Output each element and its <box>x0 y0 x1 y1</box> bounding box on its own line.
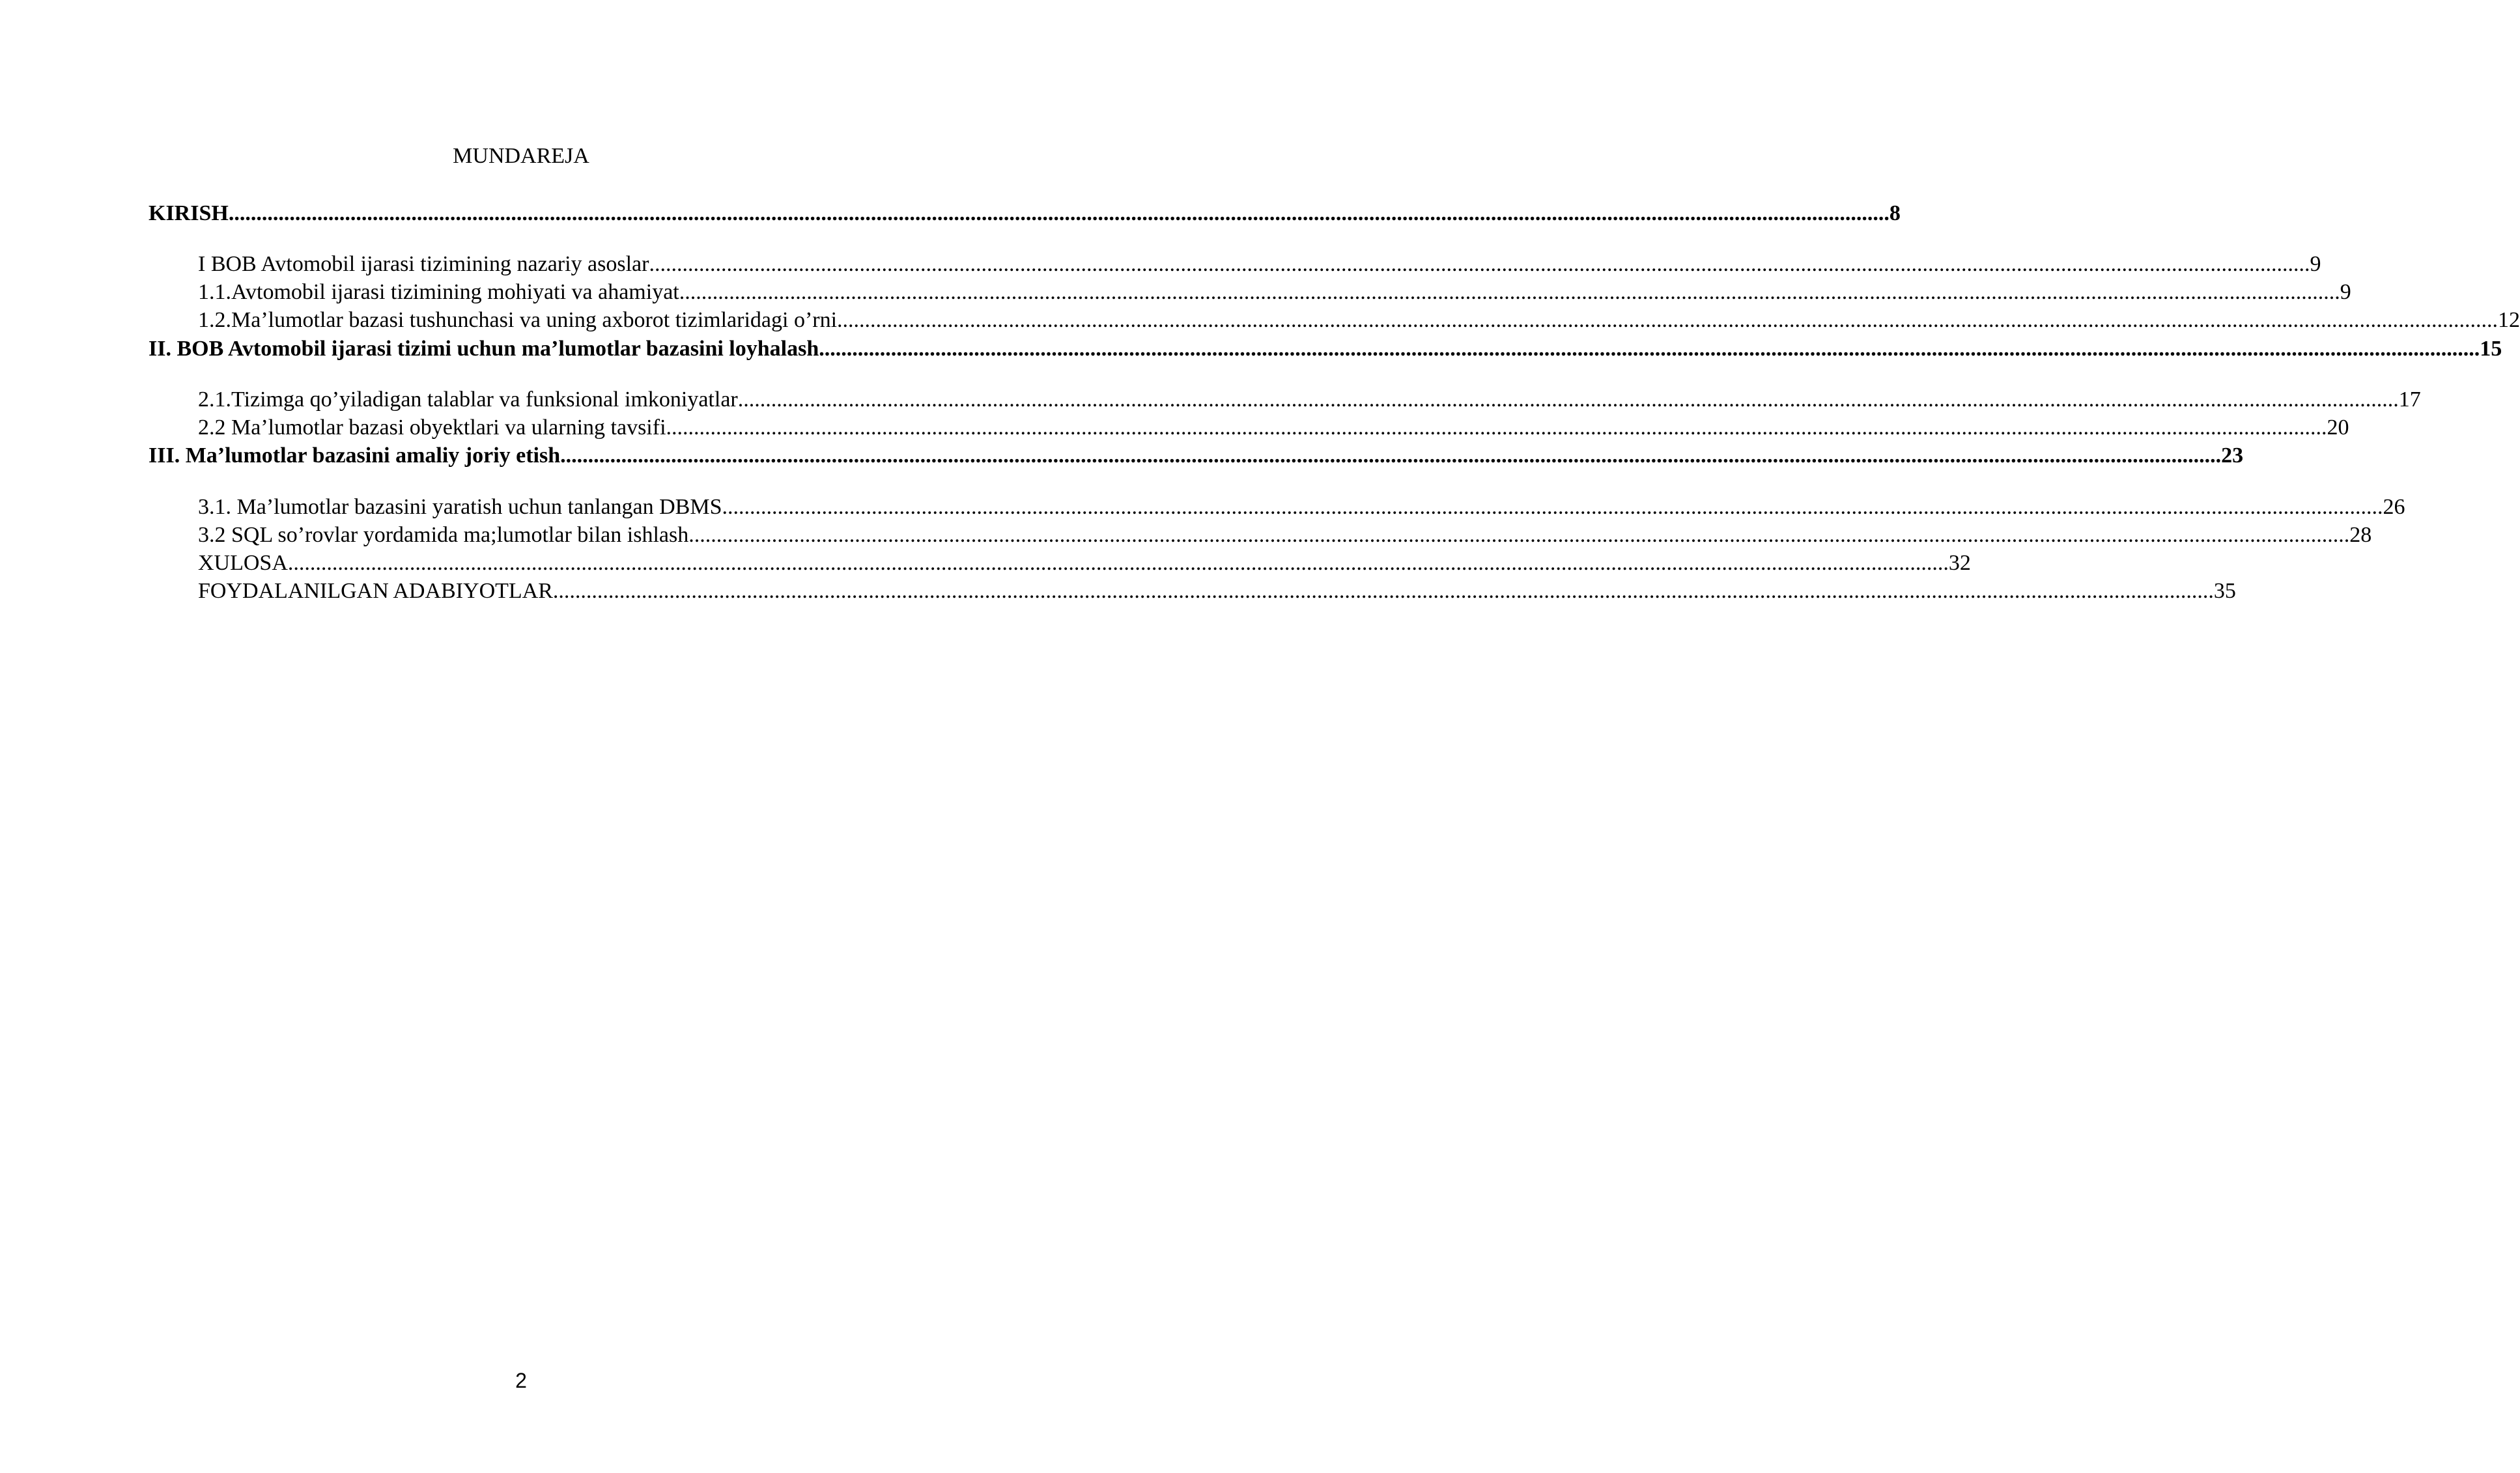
toc-dot-leader: ............................................................................................................................................................................................................................................................................................................ <box>649 252 2310 276</box>
toc-entry-label: FOYDALANILGAN ADABIYOTLAR <box>198 579 553 603</box>
toc-dot-leader: ............................................................................................................................................................................................................................................................................................................ <box>837 308 2499 332</box>
toc-entry-page: 15 <box>2480 337 2502 361</box>
toc-entry-2-2[interactable] <box>198 414 2349 442</box>
toc-entry-label: 3.1. Ma’lumotlar bazasini yaratish uchun tanlangan DBMS <box>198 495 722 519</box>
toc-dot-leader: ............................................................................................................................................................................................................................................................................................................ <box>228 201 1890 225</box>
toc-entry-page: 17 <box>2398 387 2421 412</box>
toc-entry-adabiyotlar[interactable] <box>198 577 2236 606</box>
toc-entry-page: 35 <box>2213 579 2236 603</box>
toc-dot-leader: ............................................................................................................................................................................................................................................................................................................ <box>722 495 2383 519</box>
toc-entry-label: II. BOB Avtomobil ijarasi tizimi uchun ma’lumotlar bazasini loyhalash <box>149 337 819 361</box>
toc-dot-leader: ............................................................................................................................................................................................................................................................................................................ <box>688 523 2350 547</box>
toc-entry-label: 3.2 SQL so’rovlar yordamida ma;lumotlar bilan ishlash <box>198 523 689 547</box>
toc-dot-leader: ............................................................................................................................................................................................................................................................................................................ <box>552 579 2214 603</box>
page-title: MUNDAREJA <box>453 144 589 168</box>
toc-entry-xulosa[interactable] <box>198 549 1971 578</box>
toc-dot-leader: ............................................................................................................................................................................................................................................................................................................ <box>666 415 2327 440</box>
toc-entry-label: KIRISH <box>149 201 229 225</box>
toc-entry-page: 9 <box>2310 252 2321 276</box>
toc-entry-label: 1.2.Ma’lumotlar bazasi tushunchasi va uning axborot tizimlaridagi o’rni <box>198 308 838 332</box>
toc-entry-page: 12 <box>2498 308 2520 332</box>
toc-entry-label: I BOB Avtomobil ijarasi tizimining nazariy asoslar <box>198 252 649 276</box>
page-number: 2 <box>515 1369 527 1392</box>
toc-dot-leader: ............................................................................................................................................................................................................................................................................................................ <box>560 443 2222 468</box>
toc-entry-2-1[interactable] <box>198 386 2421 414</box>
toc-entry-bob-1[interactable] <box>198 250 2321 279</box>
toc-entry-page: 26 <box>2383 495 2405 519</box>
toc-dot-leader: ............................................................................................................................................................................................................................................................................................................ <box>737 387 2399 412</box>
toc-entry-1-1[interactable] <box>198 278 2351 307</box>
toc-entry-page: 23 <box>2221 443 2244 468</box>
toc-entry-bob-2[interactable] <box>149 335 2502 363</box>
toc-entry-page: 9 <box>2340 280 2351 304</box>
toc-entry-1-2[interactable] <box>198 306 2520 335</box>
toc-entry-label: 2.1.Tizimga qo’yiladigan talablar va funksional imkoniyatlar <box>198 387 738 412</box>
toc-entry-page: 32 <box>1948 551 1971 575</box>
toc-entry-page: 28 <box>2349 523 2372 547</box>
toc-entry-kirish[interactable] <box>149 199 1901 228</box>
toc-dot-leader: ............................................................................................................................................................................................................................................................................................................ <box>287 551 1949 575</box>
toc-entry-bob-3[interactable] <box>149 442 2244 470</box>
toc-dot-leader: ............................................................................................................................................................................................................................................................................................................ <box>679 280 2340 304</box>
toc-entry-page: 8 <box>1889 201 1901 225</box>
toc-dot-leader: ............................................................................................................................................................................................................................................................................................................ <box>819 337 2480 361</box>
toc-entry-page: 20 <box>2327 415 2349 440</box>
toc-entry-3-1[interactable] <box>198 493 2405 522</box>
toc-entry-3-2[interactable] <box>198 521 2372 550</box>
toc-entry-label: XULOSA <box>198 551 288 575</box>
toc-entry-label: 1.1.Avtomobil ijarasi tizimining mohiyati va ahamiyat <box>198 280 679 304</box>
toc-entry-label: 2.2 Ma’lumotlar bazasi obyektlari va ularning tavsifi <box>198 415 666 440</box>
toc-entry-label: III. Ma’lumotlar bazasini amaliy joriy etish <box>149 443 561 468</box>
